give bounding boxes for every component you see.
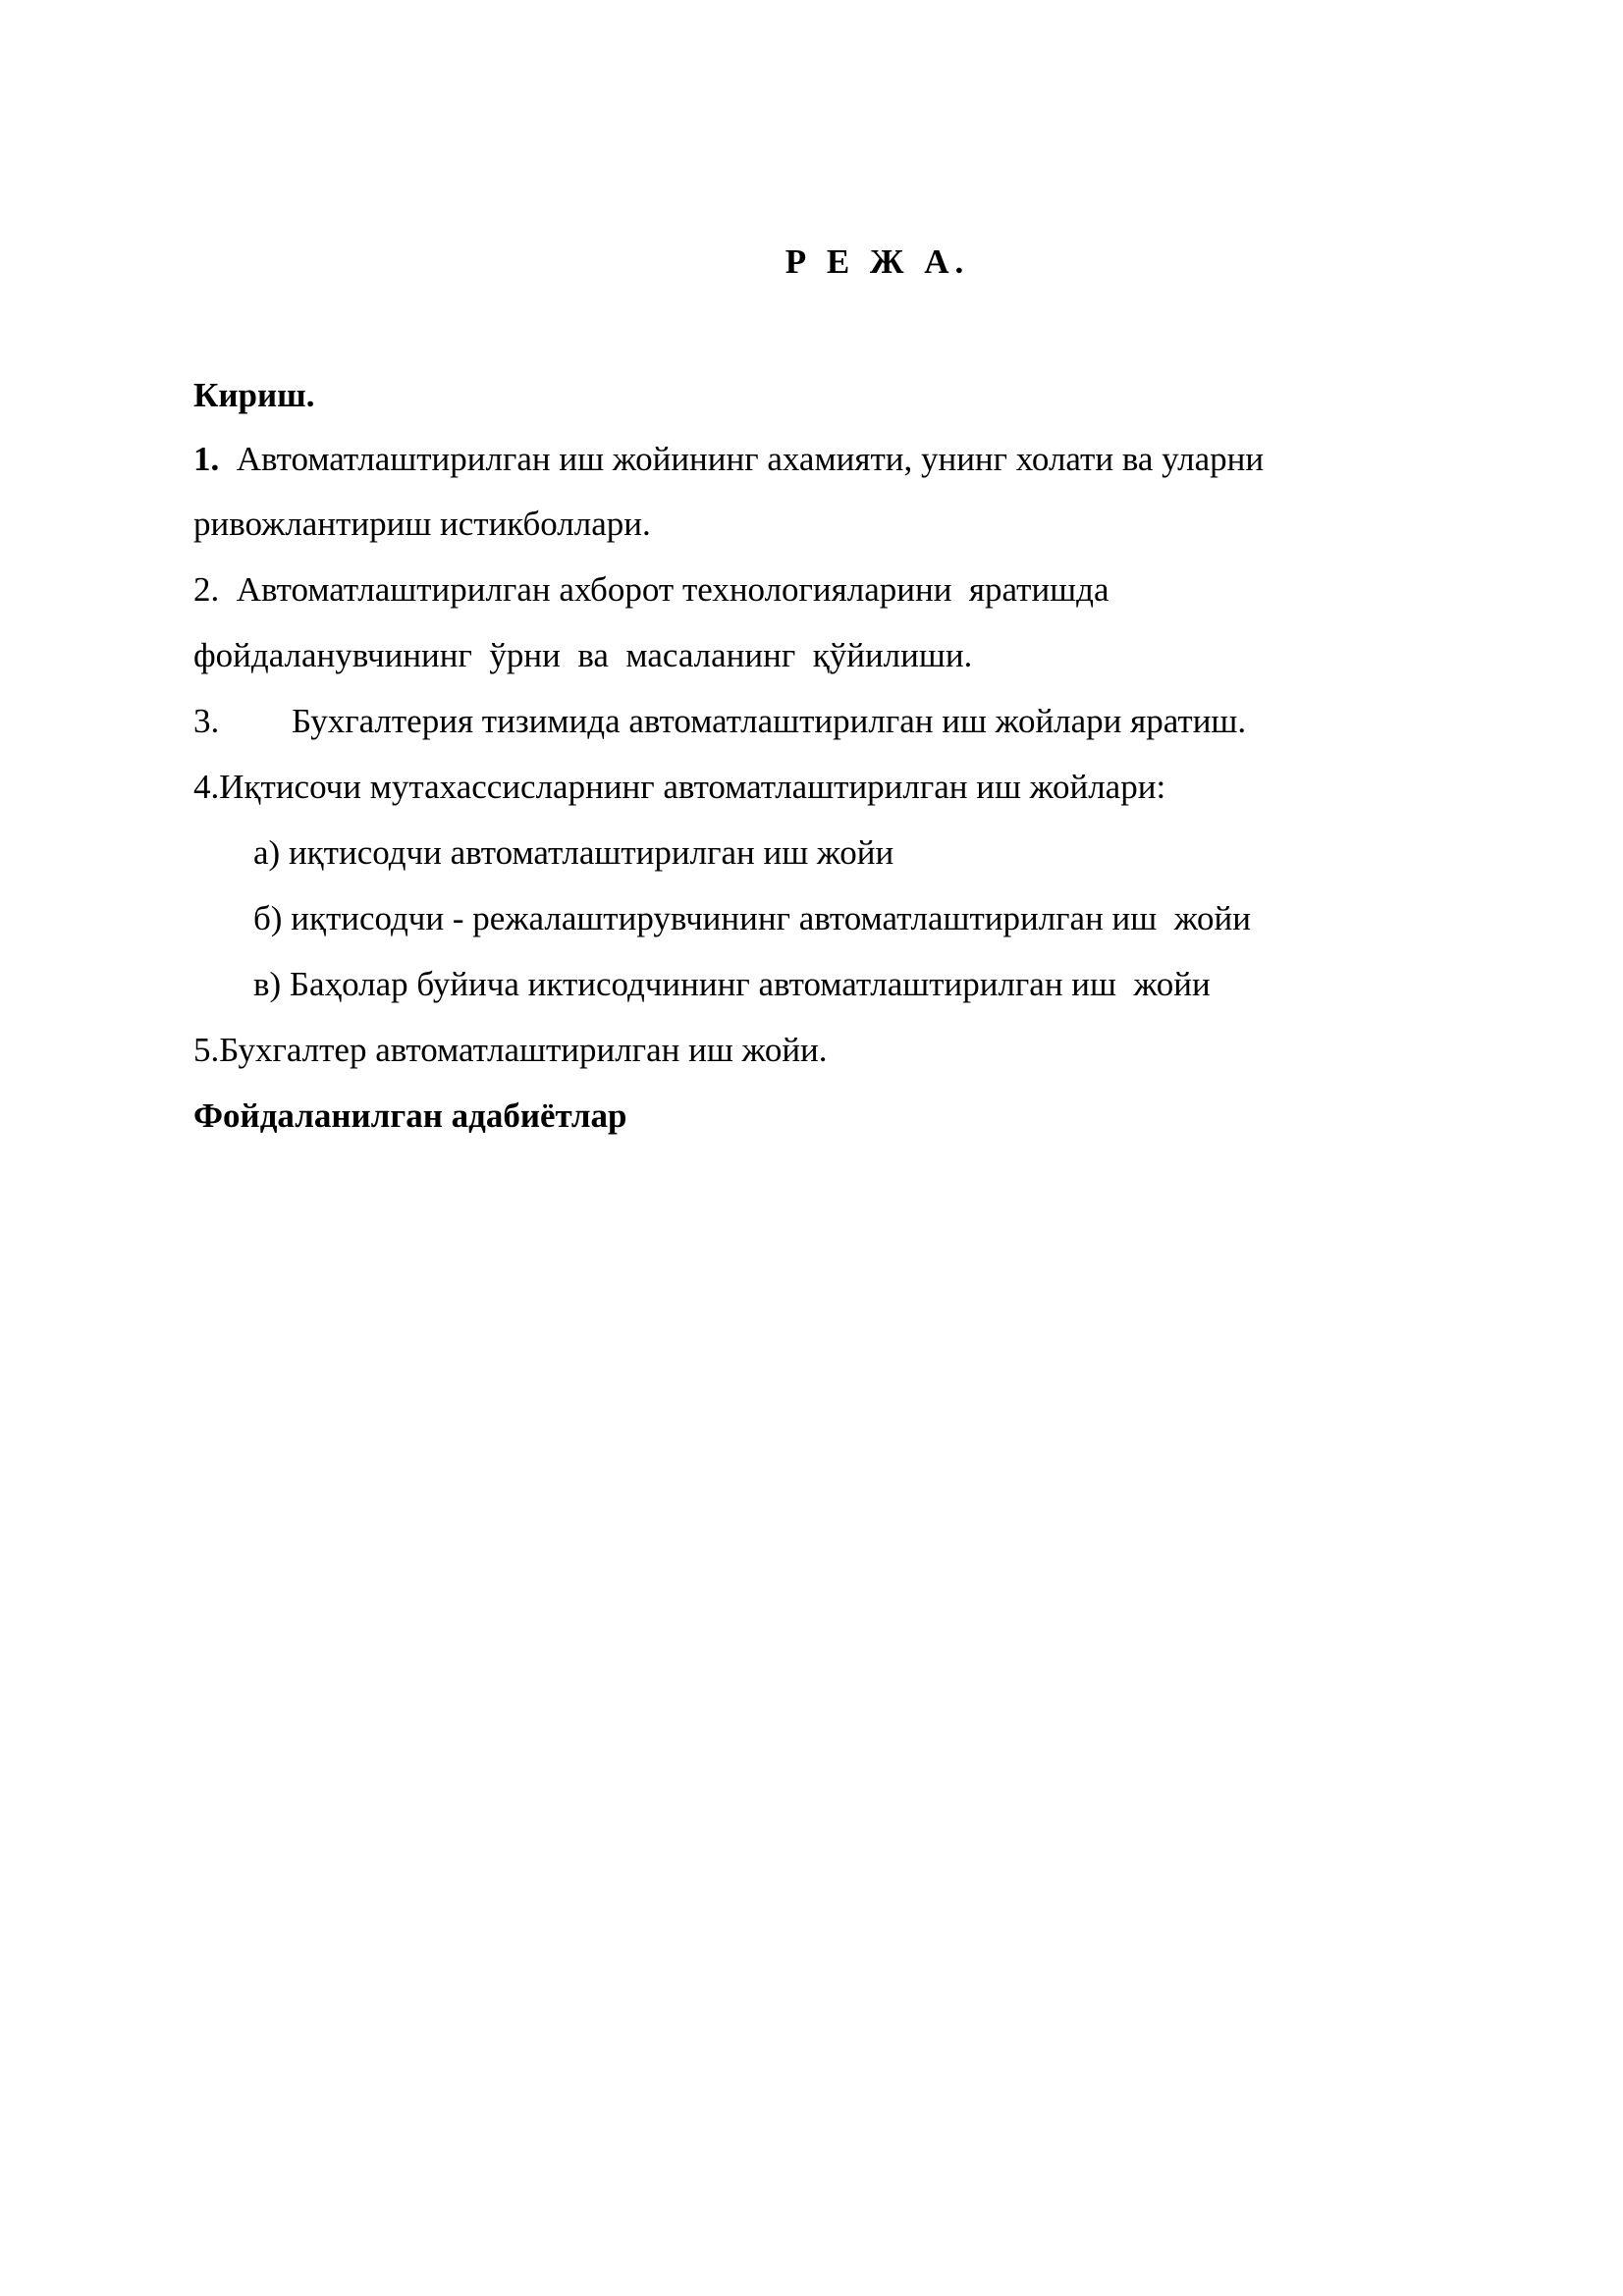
- plan-item-5: 5.Бухгалтер автоматлаштирилган иш жойи.: [193, 1031, 828, 1069]
- plan-item-2-line-2: фойдаланувчининг ўрни ва масаланинг қўйилиши.: [193, 636, 973, 674]
- intro-heading: Кириш.: [193, 376, 315, 414]
- plan-item-1-line-2: ривожлантириш истикболлари.: [193, 505, 651, 543]
- plan-item-1-text: Автоматлаштирилган иш жойининг ахамияти, унинг холати ва уларни: [236, 440, 1265, 478]
- plan-item-2-line-1: 2. Автоматлаштирилган ахборот технологияларини яратишда: [193, 570, 1109, 609]
- plan-item-1-line-1: [193, 435, 1264, 484]
- plan-item-4-sub-c: в) Баҳолар буйича иктисодчининг автоматлаштирилган иш жойи: [253, 965, 1211, 1003]
- plan-item-3-text: Бухгалтерия тизимида автоматлаштирилган иш жойлари яратиш.: [292, 702, 1247, 740]
- plan-item-4: 4.Иқтисочи мутахассисларнинг автоматлаштирилган иш жойлари:: [193, 768, 1166, 806]
- plan-item-1-number: 1.: [193, 440, 220, 478]
- plan-item-3-number: 3.: [193, 702, 220, 740]
- plan-item-3: [193, 697, 1246, 746]
- page-title: Р Е Ж А.: [784, 242, 970, 281]
- plan-item-4-sub-a: а) иқтисодчи автоматлаштирилган иш жойи: [253, 833, 894, 872]
- references-heading: Фойдаланилган адабиётлар: [193, 1096, 627, 1135]
- plan-item-4-sub-b: б) иқтисодчи - режалаштирувчининг автоматлаштирилган иш жойи: [253, 899, 1252, 937]
